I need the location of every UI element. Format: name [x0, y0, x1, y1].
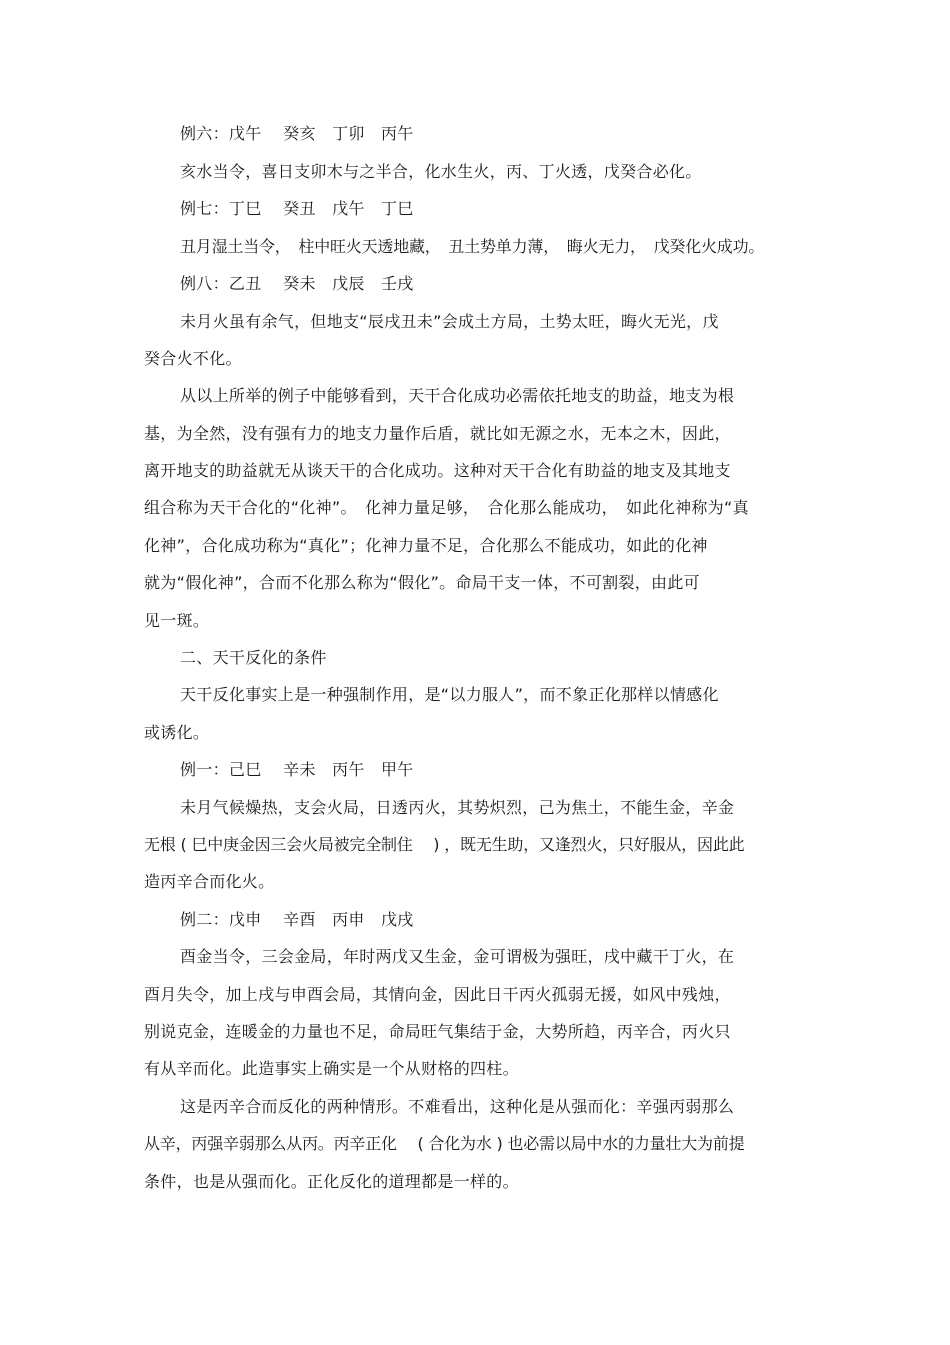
paragraph-line: 别说克金，连暖金的力量也不足，命局旺气集结于金，大势所趋，丙辛合，丙火只 [144, 1022, 731, 1041]
paragraph-line: 无根 ( 巳中庚金因三会火局被完全制住 ) ，既无生助，又逢烈火，只好服从，因此此 [144, 835, 745, 854]
example-seven-heading: 例七：丁巳 癸丑 戊午 丁巳 [180, 199, 414, 218]
paragraph-line: 组合称为天干合化的“化神”。 化神力量足够， 合化那么能成功， 如此化神称为“真 [144, 498, 749, 517]
paragraph-line: 见一斑。 [144, 611, 210, 630]
example-one-heading: 例一：己巳 辛未 丙午 甲午 [180, 760, 414, 779]
paragraph-line: 就为“假化神”，合而不化那么称为“假化”。命局干支一体，不可割裂，由此可 [144, 573, 700, 592]
example-six-heading: 例六：戊午 癸亥 丁卯 丙午 [180, 124, 414, 143]
paragraph-line: 离开地支的助益就无从谈天干的合化成功。这种对天干合化有助益的地支及其地支 [144, 461, 731, 480]
paragraph-line: 从辛，丙强辛弱那么从丙。丙辛正化 ( 合化为水 ) 也必需以局中水的力量壮大为前提 [144, 1134, 745, 1153]
paragraph-line: 从以上所举的例子中能够看到，天干合化成功必需依托地支的助益，地支为根 [180, 386, 735, 405]
paragraph-line: 造丙辛合而化火。 [144, 872, 275, 891]
paragraph-line: 酉金当令，三会金局，年时两戊又生金，金可谓极为强旺，戌中藏干丁火，在 [180, 947, 735, 966]
paragraph-line: 癸合火不化。 [144, 349, 242, 368]
paragraph-line: 基，为全然，没有强有力的地支力量作后盾，就比如无源之水，无本之木，因此， [144, 424, 731, 443]
paragraph-line: 或诱化。 [144, 723, 210, 742]
example-eight-heading: 例八：乙丑 癸未 戊辰 壬戌 [180, 274, 414, 293]
paragraph-line: 这是丙辛合而反化的两种情形。不难看出，这种化是从强而化：辛强丙弱那么 [180, 1097, 735, 1116]
section-heading: 二、天干反化的条件 [180, 648, 327, 667]
paragraph-line: 天干反化事实上是一种强制作用，是“以力服人”，而不象正化那样以情感化 [180, 685, 719, 704]
paragraph-line: 未月火虽有余气，但地支“辰戌丑未”会成土方局，土势太旺，晦火无光，戊 [180, 312, 719, 331]
paragraph-line: 条件，也是从强而化。正化反化的道理都是一样的。 [144, 1172, 519, 1191]
example-two-heading: 例二：戊申 辛酉 丙申 戊戌 [180, 910, 414, 929]
paragraph-line: 化神”，合化成功称为“真化”；化神力量不足，合化那么不能成功，如此的化神 [144, 536, 708, 555]
paragraph-line: 亥水当令，喜日支卯木与之半合，化水生火，丙、丁火透，戊癸合必化。 [180, 162, 702, 181]
paragraph-line: 未月气候燥热，支会火局，日透丙火，其势炽烈，己为焦土，不能生金，辛金 [180, 798, 735, 817]
paragraph-line: 酉月失令，加上戌与申酉会局，其情向金，因此日干丙火孤弱无援，如风中残烛， [144, 985, 731, 1004]
paragraph-line: 丑月湿土当令， 柱中旺火天透地藏， 丑土势单力薄， 晦火无力， 戊癸化火成功。 [180, 237, 765, 256]
paragraph-line: 有从辛而化。此造事实上确实是一个从财格的四柱。 [144, 1059, 519, 1078]
